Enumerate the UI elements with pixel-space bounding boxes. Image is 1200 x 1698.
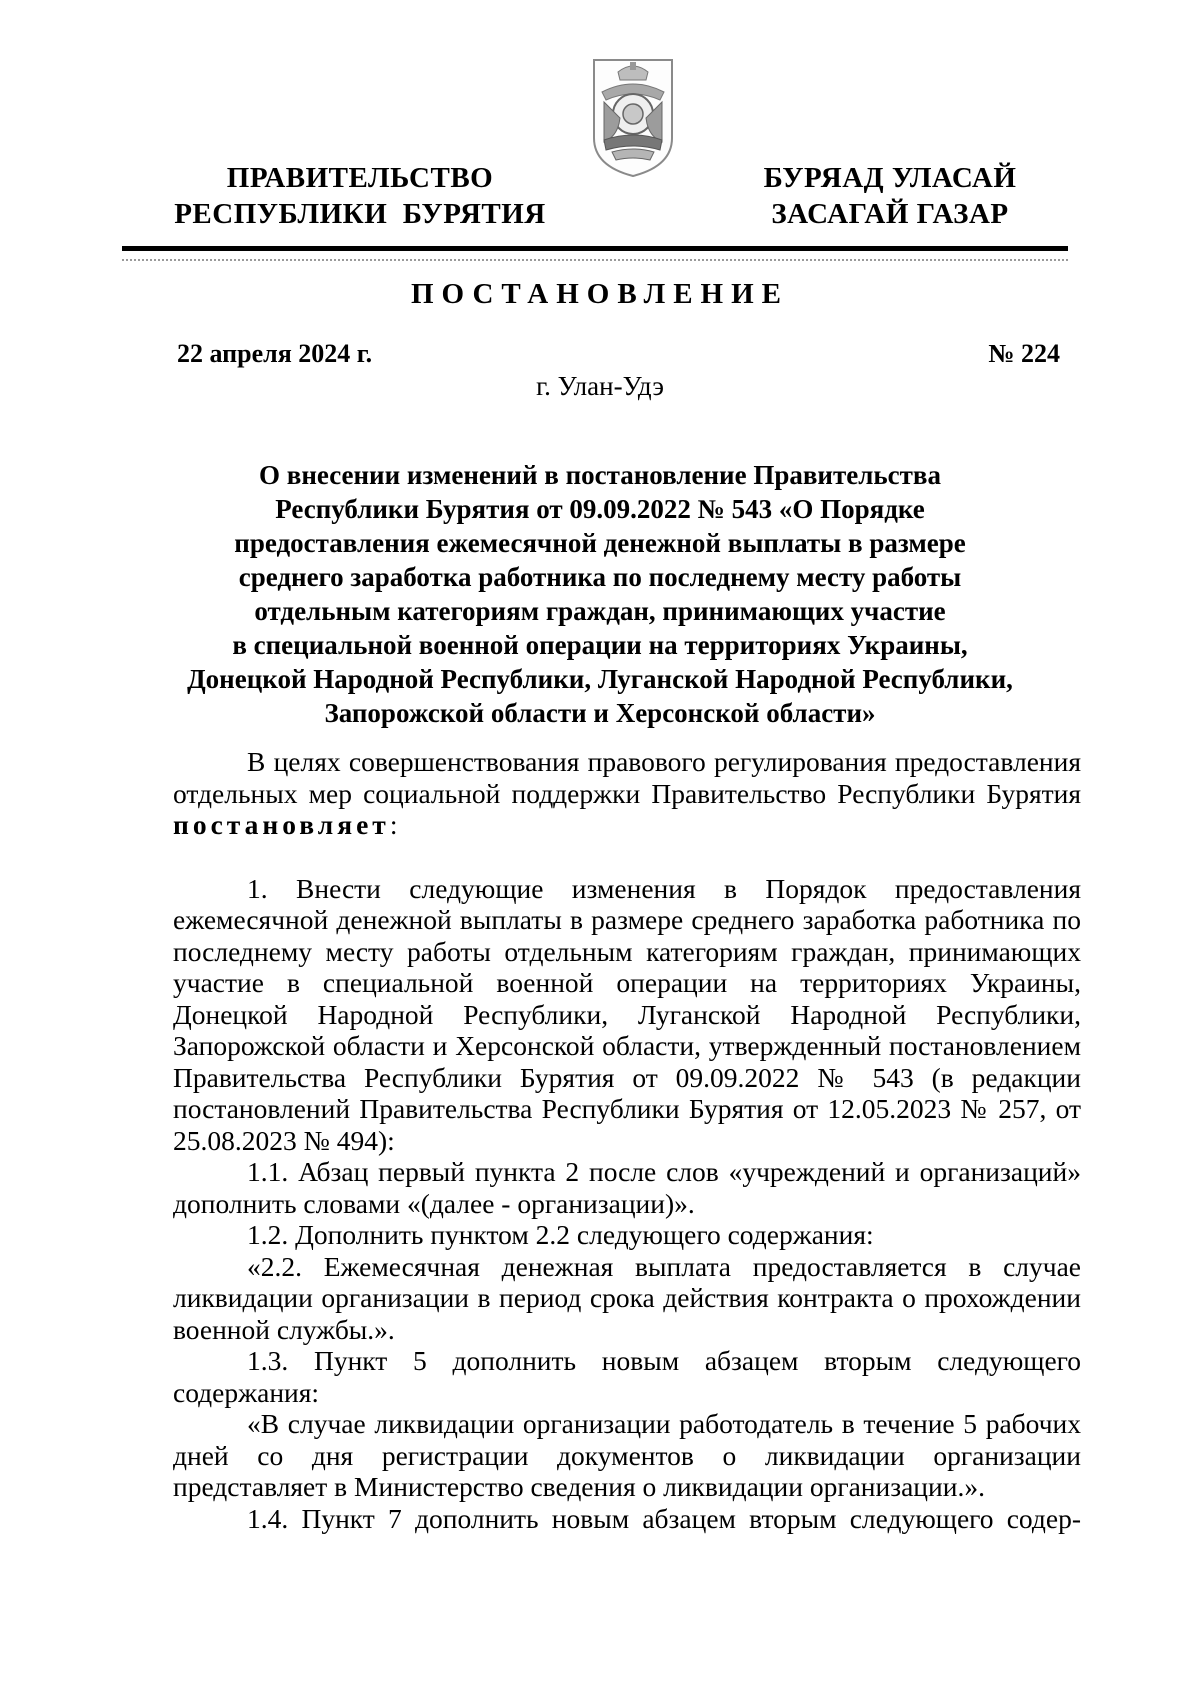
paragraph-1-4: 1.4. Пункт 7 дополнить новым абзацем вторым следующего содер- [247, 1502, 1081, 1534]
government-name-russian [170, 160, 550, 232]
document-body [173, 746, 1081, 1534]
paragraph-1-1: 1.1. Абзац первый пункта 2 после слов «учреждений и организаций» дополнить словами «(далее - организации)». [173, 1156, 1081, 1219]
government-name-line-2: РЕСПУБЛИКИ БУРЯТИЯ [174, 198, 546, 230]
title-line: предоставления ежемесячной денежной выплаты в размере [234, 528, 966, 558]
title-line: Республики Бурятия от 09.09.2022 № 543 «О Порядке [275, 494, 925, 524]
title-line: в специальной военной операции на территориях Украины, [232, 630, 968, 660]
title-line: Запорожской области и Херсонской области» [324, 698, 876, 728]
paragraph-1-3: 1.3. Пункт 5 дополнить новым абзацем вторым следующего содержания: [173, 1345, 1081, 1408]
title-line: О внесении изменений в постановление Правительства [259, 460, 941, 490]
government-name-buryat [740, 160, 1040, 232]
preamble-end: : [389, 809, 398, 840]
preamble-verb: постановляет [173, 809, 390, 840]
government-name-buryat-line-1: БУРЯАД УЛАСАЙ [763, 162, 1017, 194]
coat-of-arms-emblem [590, 54, 676, 180]
title-line: отдельным категориям граждан, принимающих участие [254, 596, 946, 626]
paragraph-1-2-quote: «2.2. Ежемесячная денежная выплата предоставляется в случае ликвидации организации в период срока действия контракта о прохождении военной службы.». [173, 1250, 1081, 1345]
document-date: 22 апреля 2024 г. [177, 339, 373, 368]
government-name-buryat-line-2: ЗАСАГАЙ ГАЗАР [771, 198, 1009, 230]
document-city: г. Улан-Удэ [536, 371, 664, 401]
document-title [150, 458, 1050, 730]
header-rule-thin [122, 259, 1068, 261]
paragraph-1-3-quote: «В случае ликвидации организации работодатель в течение 5 рабочих дней со дня регистрации документов о ликвидации организации представляет в Министерство сведения о ликвидации организации.». [173, 1408, 1081, 1502]
title-line: Донецкой Народной Республики, Луганской Народной Республики, [187, 664, 1013, 694]
paragraph-1: 1. Внести следующие изменения в Порядок предоставления ежемесячной денежной выплаты в размере среднего заработка работника по последнему месту работы отдельным категориям граждан, принимающих участие в специальной военной операции на территориях Украины, Донецкой Народной Республики, Луганской Народной Республики, Запорожской области и Херсонской области, утвержденный постановлением Правительства Республики Бурятия от 09.09.2022 № 543 (в редакции постановлений Правительства Республики Бурятия от 12.05.2023 № 257, от 25.08.2023 № 494): [173, 872, 1081, 1156]
preamble-paragraph [173, 746, 1081, 841]
paragraph-1-2: 1.2. Дополнить пунктом 2.2 следующего содержания: [247, 1219, 874, 1250]
document-number: № 224 [988, 339, 1060, 368]
document-type: ПОСТАНОВЛЕНИЕ [410, 278, 789, 310]
header-rule-thick [122, 246, 1068, 251]
title-line: среднего заработка работника по последнему месту работы [238, 562, 962, 592]
government-name-line-1: ПРАВИТЕЛЬСТВО [226, 162, 494, 194]
preamble-text: В целях совершенствования правового регулирования предоставления отдельных мер социальной поддержки Правительство Республики Бурятия [173, 746, 1081, 809]
